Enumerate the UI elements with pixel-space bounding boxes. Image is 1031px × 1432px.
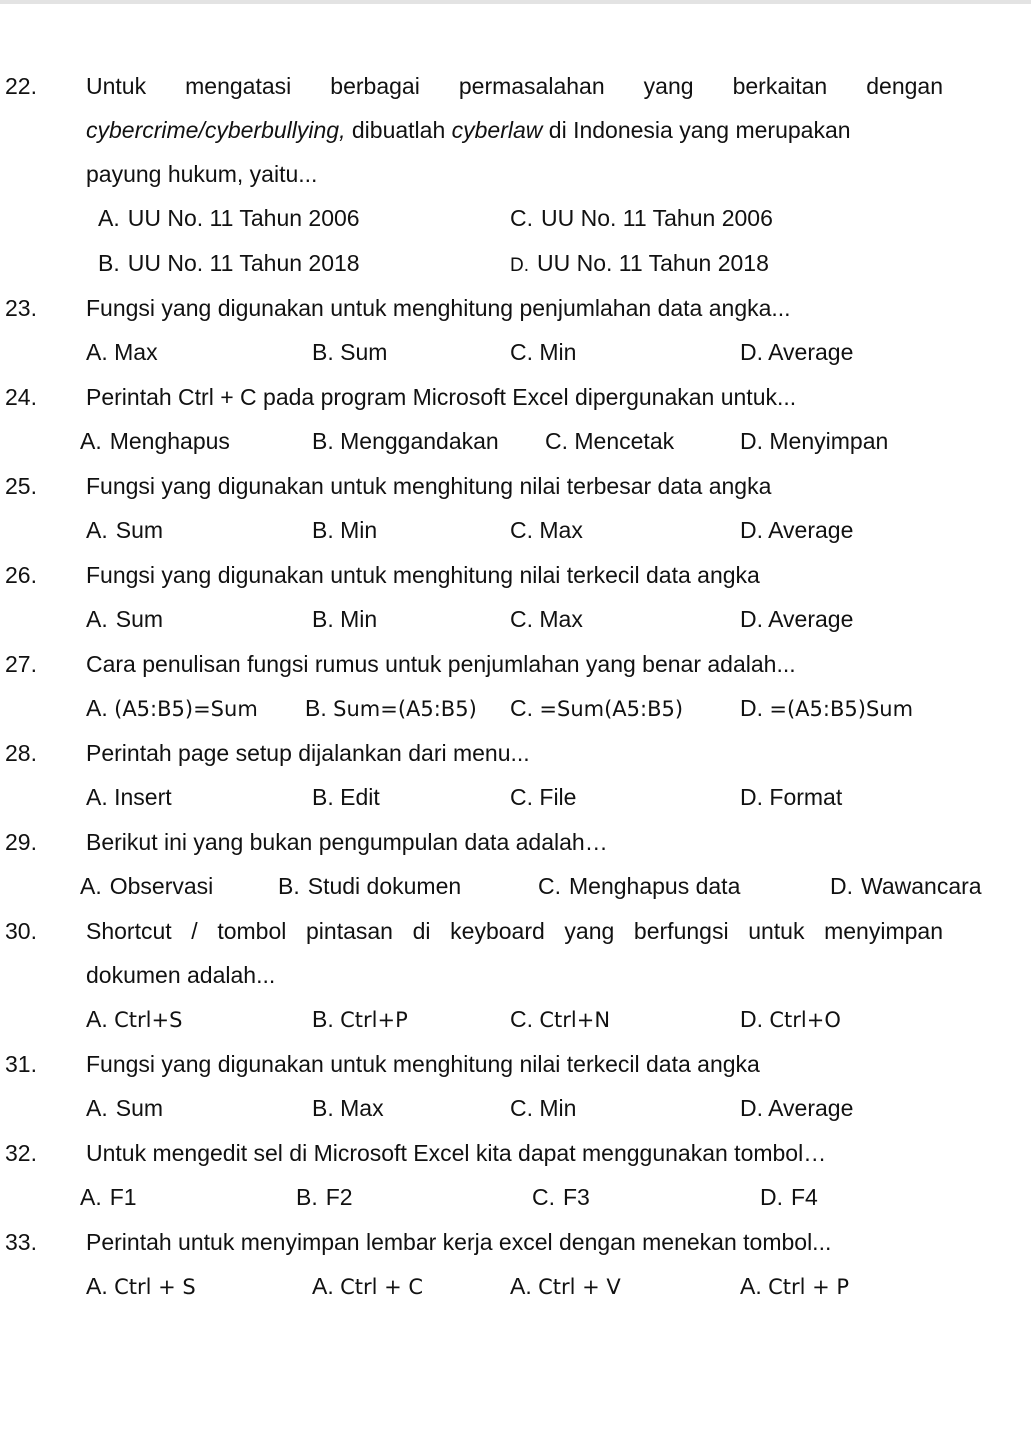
option-d: D. =(A5:B5)Sum: [740, 695, 914, 721]
options-row: [0, 1175, 1031, 1219]
options-row: [0, 241, 1031, 285]
option-b: B. Sum=(A5:B5): [305, 695, 477, 721]
question-text: Perintah untuk menyimpan lembar kerja excel dengan menekan tombol...: [86, 1229, 832, 1255]
options-row: [0, 508, 1031, 552]
question-text-line: Shortcut / tombol pintasan di keyboard yang berfungsi untuk menyimpan: [86, 918, 943, 944]
question-number: 29.: [5, 829, 37, 855]
option-b: B. Edit: [312, 784, 380, 810]
option-a: A. Menghapus: [80, 428, 230, 454]
emphasis-term: cyberlaw: [451, 117, 543, 143]
text-segment: di Indonesia yang merupakan: [548, 117, 851, 143]
option-d: D. UU No. 11 Tahun 2018: [510, 250, 769, 276]
question-text: [86, 64, 943, 196]
option-b: B. Min: [312, 606, 378, 632]
question-text: [86, 909, 943, 997]
question-text: Berikut ini yang bukan pengumpulan data adalah…: [86, 829, 608, 855]
option-d: D. Average: [740, 1095, 854, 1121]
option-c: C. Max: [510, 517, 583, 543]
option-d: D. Average: [740, 606, 854, 632]
emphasis-term: cybercrime/cyberbullying,: [86, 117, 346, 143]
question-number: 22.: [5, 73, 37, 99]
question-number: 33.: [5, 1229, 37, 1255]
options-row: [0, 775, 1031, 819]
question-text: Perintah Ctrl + C pada program Microsoft Excel dipergunakan untuk...: [86, 384, 797, 410]
option-a: A. Sum: [86, 1095, 164, 1121]
option-c: C. Min: [510, 339, 577, 365]
question-number: 27.: [5, 651, 37, 677]
question-text-line: Untuk mengatasi berbagai permasalahan yang berkaitan dengan: [86, 73, 943, 99]
option-d: D. Average: [740, 517, 854, 543]
options-row: [0, 864, 1031, 908]
options-row: [0, 1264, 1031, 1308]
option-a: A. F1: [80, 1184, 137, 1210]
option-b: B. Menggandakan: [312, 428, 499, 454]
question-number: 25.: [5, 473, 37, 499]
question-text: Perintah page setup dijalankan dari menu...: [86, 740, 530, 766]
question-text: Cara penulisan fungsi rumus untuk penjumlahan yang benar adalah...: [86, 651, 796, 677]
option-a: A. UU No. 11 Tahun 2006: [98, 205, 360, 231]
option-a: A. Ctrl + S: [86, 1273, 196, 1299]
option-a: A. Ctrl + P: [740, 1273, 850, 1299]
options-row: [0, 597, 1031, 641]
question-number: 28.: [5, 740, 37, 766]
question-text: Fungsi yang digunakan untuk menghitung nilai terkecil data angka: [86, 1051, 760, 1077]
option-c: C. Mencetak: [545, 428, 675, 454]
question-number: 26.: [5, 562, 37, 588]
option-c: C. Min: [510, 1095, 577, 1121]
option-d: D. Menyimpan: [740, 428, 889, 454]
option-d: D. Wawancara: [830, 873, 982, 899]
option-d: D. Average: [740, 339, 854, 365]
text-segment: dibuatlah: [351, 117, 446, 143]
question-number: 32.: [5, 1140, 37, 1166]
question-number: 31.: [5, 1051, 37, 1077]
option-a: A. Ctrl + V: [510, 1273, 621, 1299]
option-c: C. UU No. 11 Tahun 2006: [510, 205, 773, 231]
options-row: [0, 686, 1031, 730]
question-text: Fungsi yang digunakan untuk menghitung penjumlahan data angka...: [86, 295, 791, 321]
question-text-line: [86, 108, 943, 152]
question-text-line: dokumen adalah...: [86, 962, 276, 988]
question-number: 30.: [5, 918, 37, 944]
option-a: A. Ctrl+S: [86, 1006, 183, 1032]
option-b: B. Sum: [312, 339, 388, 365]
options-row: [0, 997, 1031, 1041]
option-d: D. F4: [760, 1184, 818, 1210]
option-d: D. Format: [740, 784, 843, 810]
options-row: [0, 330, 1031, 374]
option-c: C. =Sum(A5:B5): [510, 695, 684, 721]
question-text: Untuk mengedit sel di Microsoft Excel kita dapat menggunakan tombol…: [86, 1140, 827, 1166]
option-b: B. F2: [296, 1184, 353, 1210]
question-number: 24.: [5, 384, 37, 410]
option-c: C. Menghapus data: [538, 873, 741, 899]
option-c: C. File: [510, 784, 577, 810]
question-text: Fungsi yang digunakan untuk menghitung nilai terbesar data angka: [86, 473, 772, 499]
question-text-line: payung hukum, yaitu...: [86, 161, 318, 187]
option-b: B. Min: [312, 517, 378, 543]
options-row: [0, 419, 1031, 463]
option-d: D. Ctrl+O: [740, 1006, 841, 1032]
option-b: B. Max: [312, 1095, 384, 1121]
option-a: A. Insert: [86, 784, 172, 810]
option-c: C. F3: [532, 1184, 590, 1210]
option-a: A. Sum: [86, 517, 164, 543]
top-border: [0, 0, 1031, 4]
option-a: A. Observasi: [80, 873, 214, 899]
option-a: A. Sum: [86, 606, 164, 632]
option-c: C. Max: [510, 606, 583, 632]
options-row: [0, 196, 1031, 240]
option-c: C. Ctrl+N: [510, 1006, 611, 1032]
question-number: 23.: [5, 295, 37, 321]
option-a: A. Ctrl + C: [312, 1273, 424, 1299]
options-row: [0, 1086, 1031, 1130]
question-text: Fungsi yang digunakan untuk menghitung nilai terkecil data angka: [86, 562, 760, 588]
option-b: B. Ctrl+P: [312, 1006, 408, 1032]
option-b: B. UU No. 11 Tahun 2018: [98, 250, 360, 276]
option-b: B. Studi dokumen: [278, 873, 462, 899]
option-a: A. (A5:B5)=Sum: [86, 695, 258, 721]
option-a: A. Max: [86, 339, 158, 365]
